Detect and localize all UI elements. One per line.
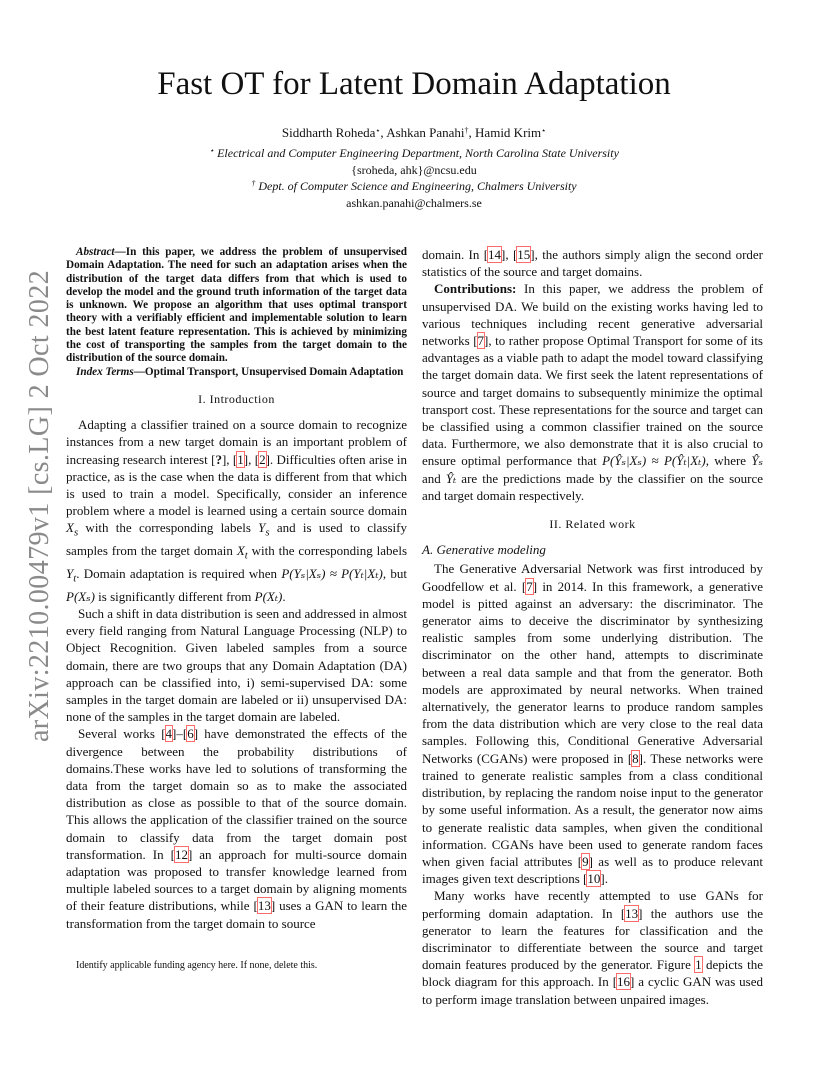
arxiv-id-text: arXiv:2210.00479v1 [cs.LG] 2 Oct 2022 [24,269,55,743]
math-inline: $X_t$ [236,543,248,562]
citation-link[interactable]: 6 [187,726,194,742]
citation-link[interactable]: 13 [625,905,639,921]
email-line: ashkan.panahi@chalmers.se [346,196,482,210]
paragraph: Such a shift in data distribution is seen and addressed in almost every field ranging from Natural Language Processing (NLP) to Object Recognition. Given labeled samples from a source domain, there are two groups that any Domain Adaptation (DA) approach can be classified into, i) semi-supervised DA: some samples in the target domain are labeled or ii) unsupervised DA: none of the samples in the target domain are labeled. [66,605,407,725]
math-inline: P(Xₜ) [254,588,283,604]
affiliation-mark: † [251,179,256,188]
affiliation-text: Dept. of Computer Science and Engineering, Chalmers University [258,179,577,193]
math-inline: P(Xₛ) [66,588,95,604]
subsection-heading-generative-modeling: A. Generative modeling [422,542,546,558]
paragraph: Adapting a classifier trained on a source domain to recognize instances from a new target domain is an important problem of increasing research interest [?], [1], [2]. Difficulties often arise in practice, as is the case when the data is different from that which is used to train a model. Specifically, consider an inference problem where a model is learned using a certain source domain $X_s$ with the corresponding labels $Y_s$ and is used to classify samples from the target domain $X_t$ with the corresponding labels $Y_t$. Domain adaptation is required when P(Yₛ|Xₛ) ≈ P(Yₜ|Xₜ), but P(Xₛ) is significantly different from P(Xₜ). [66,417,408,604]
citation-link[interactable]: 7 [526,578,533,594]
paper-title: Fast OT for Latent Domain Adaptation [157,66,671,102]
paragraph: Many works have recently attempted to use GANs for performing domain adaptation. In [13] the authors use the generator to learn the features for classification and the discriminator to differentiate between the source and target domain features produced by the generator. Figure 1 depicts the block diagram for this approach. In [16] a cyclic GAN was used to perform image translation between unpaired images. [422,888,764,1007]
citation-link[interactable]: 15 [517,247,531,262]
author-name: Ashkan Panahi [386,125,465,140]
citation-link[interactable]: 9 [582,853,589,869]
citation-link[interactable]: 12 [174,846,188,862]
affiliation-line [0,145,828,161]
paragraph: The Generative Adversarial Network was first introduced by Goodfellow et al. [7] in 2014. In this framework, a generative model is pitted against an adversary: the discriminator. The generator aims to deceive the discriminator by synthesizing realistic samples from some underlying distribution. The discriminator on the other hand, attempts to discriminate between a real data sample and that from the generator. Both models are approximated by neural networks. When trained alternatively, the generator learns to produce random samples from the data distribution which are very close to the real data samples. Following this, Conditional Generative Adversarial Networks (CGANs) were proposed in [8]. These networks were trained to generate realistic samples from a class conditional distribution, by replacing the random noise input to the generator by some useful information. As a result, the generator now aims to generate realistic data samples, when given the conditional information. CGANs have been used to generate random faces when given facial attributes [9] as well as to produce relevant images given text descriptions [10]. [422,561,764,887]
citation-link[interactable]: ? [215,451,222,467]
footnote: Identify applicable funding agency here. If none, delete this. [76,960,318,971]
section-heading-introduction: I. Introduction [198,391,275,406]
figure-link[interactable]: 1 [695,957,702,973]
affiliation-line [0,178,828,194]
math-inline: P(Yₛ|Xₛ) ≈ P(Yₜ|Xₜ) [281,565,383,581]
author-name: Hamid Krim [475,125,542,140]
email-line: {sroheda, ahk}@ncsu.edu [351,163,477,177]
math-inline: P(Ŷₛ|Xₛ) ≈ P(Ŷₜ|Xₜ) [602,453,706,469]
affiliation-mark: ⋆ [209,146,215,155]
citation-link[interactable]: 4 [165,726,173,742]
left-column [66,246,407,932]
math-inline: Ŷₛ [751,453,763,469]
citation-link[interactable]: 7 [477,333,485,349]
paragraph: domain. In [14], [15], the authors simply align the second order statistics of the source and target domains. [422,247,764,280]
math-inline: $Y_t$ [66,565,77,585]
citation-link[interactable]: 13 [257,898,271,914]
contributions-paragraph: Contributions: In this paper, we address the problem of unsupervised DA. We build on the existing works having led to various techniques including recent generative adversarial networks [7], to rather propose Optimal Transport for some of its advantages as a viable path to adapt the model toward classifying the target domain data. We first seek the latent representations of source and target domains to subsequently minimize the optimal transport cost. These representations for the source and target can be classified using a common classifier trained on the source data. Furthermore, we also demonstrate that it is also crucial to ensure optimal performance that P(Ŷₛ|Xₛ) ≈ P(Ŷₜ|Xₜ), where Ŷₛ and Ŷₜ are the predictions made by the classifier on the source and target domain respectively. [422,281,764,503]
math-inline: Ŷₜ [445,470,457,486]
affiliation-mark: ⋆ [375,126,381,135]
section-heading-related-work: II. Related work [549,517,636,532]
citation-link[interactable]: 10 [587,871,601,887]
abstract: Abstract—In this paper, we address the problem of unsupervised Domain Adaptation. The need for such an adaptation arises when the distribution of the target data differs from that which is used to develop the model and the ground truth information of the target data is unknown. We propose an algorithm that uses optimal transport theory with a verifiably efficient and implementable solution to learn the best latent feature representation. This is achieved by minimizing the cost of transporting the samples from the target domain to the distribution of the source domain. [66,246,407,365]
affiliation-text: Electrical and Computer Engineering Department, North Carolina State University [217,146,619,160]
right-column [422,246,763,1008]
affiliation-mark: ⋆ [541,126,547,135]
author-list: Siddharth Roheda⋆, Ashkan Panahi†, Hamid Krim⋆ [281,125,547,140]
citation-link[interactable]: 16 [617,974,631,990]
citation-link[interactable]: 8 [632,750,639,766]
citation-link[interactable]: 14 [488,247,502,262]
citation-link[interactable]: 1 [237,451,244,467]
citation-link[interactable]: 2 [259,451,266,467]
index-terms: Index Terms—Optimal Transport, Unsupervised Domain Adaptation [76,365,404,378]
math-inline: $Y_s$ [258,520,270,539]
author-name: Siddharth Roheda [281,125,376,140]
paragraph: Several works [4]–[6] have demonstrated the effects of the divergence between the probability distributions of domains.These works have led to solutions of transforming the data from the target domain so as to make the associated distribution as close as possible to that of the source domain. This allows the application of the classifier trained on the source domain to classify data from the target domain post transformation. In [12] an approach for multi-source domain adaptation was proposed to transfer knowledge learned from multiple labeled sources to a target domain by aligning moments of their feature distributions, while [13] uses a GAN to learn the transformation from the target domain to source [66,726,407,931]
affiliation-mark: † [464,126,469,135]
math-inline: $X_s$ [66,520,79,539]
